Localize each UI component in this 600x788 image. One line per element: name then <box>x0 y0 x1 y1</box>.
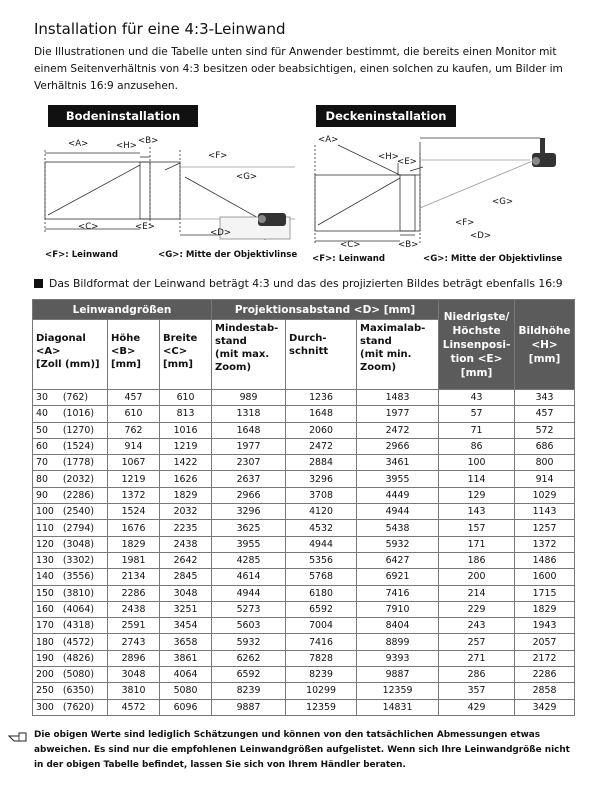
header-average: Durch- schnitt <box>286 320 357 390</box>
table-cell: 4944 <box>357 504 439 520</box>
table-cell: 3048 <box>160 585 212 601</box>
table-cell: 1236 <box>286 390 357 406</box>
table-row <box>33 504 575 520</box>
square-bullet-icon <box>34 279 43 288</box>
table-cell: 129 <box>439 487 515 503</box>
table-row <box>33 471 575 487</box>
table-cell: 6921 <box>357 569 439 585</box>
table-cell: 157 <box>439 520 515 536</box>
table-cell: 5932 <box>212 634 286 650</box>
table-cell: 1626 <box>160 471 212 487</box>
table-cell: 6180 <box>286 585 357 601</box>
table-cell: 1486 <box>515 552 575 568</box>
projection-distance-table <box>32 299 575 716</box>
table-cell: 7416 <box>357 585 439 601</box>
table-cell: 6592 <box>286 601 357 617</box>
table-row <box>33 552 575 568</box>
header-image-height: Bildhöhe <H> [mm] <box>515 300 575 390</box>
table-row <box>33 667 575 683</box>
table-row <box>33 601 575 617</box>
table-cell: 2307 <box>212 455 286 471</box>
table-cell: 2845 <box>160 569 212 585</box>
table-cell: 1829 <box>108 536 160 552</box>
table-cell: 2032 <box>160 504 212 520</box>
table-cell: 100 (2540) <box>33 504 108 520</box>
table-cell: 86 <box>439 438 515 454</box>
table-cell: 40 (1016) <box>33 406 108 422</box>
table-cell: 30 (762) <box>33 390 108 406</box>
table-cell: 90 (2286) <box>33 487 108 503</box>
table-row <box>33 536 575 552</box>
header-projection-distance: Projektionsabstand <D> [mm] <box>212 300 439 320</box>
table-row <box>33 390 575 406</box>
table-cell: 1943 <box>515 618 575 634</box>
table-cell: 12359 <box>286 699 357 715</box>
floor-caption-lens: <G>: Mitte der Objektivlinse <box>158 250 298 260</box>
table-cell: 257 <box>439 634 515 650</box>
table-cell: 150 (3810) <box>33 585 108 601</box>
table-cell: 143 <box>439 504 515 520</box>
table-cell: 813 <box>160 406 212 422</box>
table-cell: 180 (4572) <box>33 634 108 650</box>
table-cell: 14831 <box>357 699 439 715</box>
table-cell: 2172 <box>515 650 575 666</box>
table-cell: 200 <box>439 569 515 585</box>
table-body <box>33 390 575 716</box>
table-cell: 3708 <box>286 487 357 503</box>
table-cell: 9393 <box>357 650 439 666</box>
table-cell: 229 <box>439 601 515 617</box>
table-cell: 1715 <box>515 585 575 601</box>
table-cell: 7828 <box>286 650 357 666</box>
table-cell: 800 <box>515 455 575 471</box>
table-cell: 2966 <box>212 487 286 503</box>
table-row <box>33 634 575 650</box>
table-cell: 2057 <box>515 634 575 650</box>
ceiling-label-f: <F> <box>455 218 475 228</box>
table-cell: 4944 <box>286 536 357 552</box>
table-cell: 3296 <box>286 471 357 487</box>
table-cell: 2235 <box>160 520 212 536</box>
floor-label-f: <F> <box>208 151 228 161</box>
table-row <box>33 585 575 601</box>
ceiling-label-h: <H> <box>378 152 399 162</box>
table-cell: 3955 <box>357 471 439 487</box>
floor-label-b: <B> <box>138 136 159 146</box>
table-cell: 5932 <box>357 536 439 552</box>
page-title: Installation für eine 4:3-Leinwand <box>34 20 286 38</box>
table-cell: 9887 <box>357 667 439 683</box>
table-cell: 110 (2794) <box>33 520 108 536</box>
table-cell: 4572 <box>108 699 160 715</box>
table-cell: 343 <box>515 390 575 406</box>
floor-label-d: <D> <box>210 228 232 238</box>
header-diagonal: Diagonal <A> [Zoll (mm)] <box>33 320 108 390</box>
table-cell: 4120 <box>286 504 357 520</box>
table-cell: 170 (4318) <box>33 618 108 634</box>
table-cell: 1143 <box>515 504 575 520</box>
table-cell: 1318 <box>212 406 286 422</box>
table-cell: 6262 <box>212 650 286 666</box>
table-cell: 8404 <box>357 618 439 634</box>
table-cell: 2884 <box>286 455 357 471</box>
table-cell: 3658 <box>160 634 212 650</box>
header-lens-offset: Niedrigste/ Höchste Linsenposi- tion <E> [mm] <box>439 300 515 390</box>
table-cell: 8899 <box>357 634 439 650</box>
table-cell: 2286 <box>515 667 575 683</box>
table-cell: 914 <box>108 438 160 454</box>
table-cell: 1422 <box>160 455 212 471</box>
ceiling-label-a: <A> <box>318 135 339 145</box>
table-cell: 57 <box>439 406 515 422</box>
table-cell: 4064 <box>160 667 212 683</box>
table-cell: 1067 <box>108 455 160 471</box>
table-cell: 2743 <box>108 634 160 650</box>
table-cell: 1257 <box>515 520 575 536</box>
table-cell: 2286 <box>108 585 160 601</box>
table-cell: 1829 <box>160 487 212 503</box>
table-cell: 357 <box>439 683 515 699</box>
table-cell: 2896 <box>108 650 160 666</box>
table-cell: 186 <box>439 552 515 568</box>
table-cell: 5768 <box>286 569 357 585</box>
table-cell: 989 <box>212 390 286 406</box>
intro-text: Die Illustrationen und die Tabelle unten sind für Anwender bestimmt, die bereits einen Monitor mit einem Seitenverhältnis von 4:3 besitzen oder beabsichtigen, einen solchen zu kaufen, um Bilder im Verhältnis 16:9 anzusehen. <box>34 46 563 92</box>
table-cell: 130 (3302) <box>33 552 108 568</box>
table-cell: 1648 <box>212 422 286 438</box>
table-cell: 1524 <box>108 504 160 520</box>
table-row <box>33 487 575 503</box>
table-cell: 5603 <box>212 618 286 634</box>
table-cell: 5356 <box>286 552 357 568</box>
table-cell: 4285 <box>212 552 286 568</box>
table-cell: 1219 <box>160 438 212 454</box>
floor-label-a: <A> <box>68 139 89 149</box>
table-cell: 3296 <box>212 504 286 520</box>
table-cell: 71 <box>439 422 515 438</box>
table-cell: 43 <box>439 390 515 406</box>
table-cell: 190 (4826) <box>33 650 108 666</box>
ceiling-label-b: <B> <box>398 240 419 250</box>
table-cell: 572 <box>515 422 575 438</box>
table-cell: 4614 <box>212 569 286 585</box>
table-cell: 1977 <box>357 406 439 422</box>
ceiling-installation-heading: Deckeninstallation <box>316 105 456 127</box>
table-cell: 300 (7620) <box>33 699 108 715</box>
floor-installation-diagram <box>40 105 300 270</box>
table-cell: 12359 <box>357 683 439 699</box>
table-cell: 457 <box>515 406 575 422</box>
table-cell: 100 <box>439 455 515 471</box>
table-cell: 2591 <box>108 618 160 634</box>
table-cell: 1977 <box>212 438 286 454</box>
table-cell: 3429 <box>515 699 575 715</box>
table-row <box>33 520 575 536</box>
table-cell: 2134 <box>108 569 160 585</box>
table-cell: 5273 <box>212 601 286 617</box>
table-cell: 762 <box>108 422 160 438</box>
table-row <box>33 438 575 454</box>
footnote-text: Die obigen Werte sind lediglich Schätzungen und können von den tatsächlichen Abmessungen etwas abweichen. Es sind nur die empfohlenen Leinwandgrößen aufgelistet. Wenn sich Ihre Leinwandgröße nicht in der obigen Tabelle befindet, lassen Sie sich von Ihrem Händler beraten. <box>34 730 570 770</box>
table-row <box>33 422 575 438</box>
table-cell: 80 (2032) <box>33 471 108 487</box>
table-row <box>33 406 575 422</box>
table-cell: 1981 <box>108 552 160 568</box>
aspect-ratio-text: Das Bildformat der Leinwand beträgt 4:3 und das des projizierten Bildes beträgt ebenfalls 16:9 <box>49 277 563 290</box>
table-cell: 2637 <box>212 471 286 487</box>
table-cell: 3861 <box>160 650 212 666</box>
table-cell: 2060 <box>286 422 357 438</box>
table-cell: 7416 <box>286 634 357 650</box>
table-cell: 2472 <box>286 438 357 454</box>
header-height: Höhe <B> [mm] <box>108 320 160 390</box>
table-cell: 2858 <box>515 683 575 699</box>
table-cell: 5080 <box>160 683 212 699</box>
ceiling-label-c: <C> <box>340 240 361 250</box>
table-cell: 1029 <box>515 487 575 503</box>
table-cell: 60 (1524) <box>33 438 108 454</box>
table-cell: 7910 <box>357 601 439 617</box>
table-cell: 2438 <box>160 536 212 552</box>
table-cell: 1648 <box>286 406 357 422</box>
table-cell: 429 <box>439 699 515 715</box>
pointing-hand-icon <box>8 729 28 743</box>
table-cell: 610 <box>160 390 212 406</box>
table-cell: 243 <box>439 618 515 634</box>
header-max-distance: Maximalab- stand (mit min. Zoom) <box>357 320 439 390</box>
table-cell: 4532 <box>286 520 357 536</box>
table-cell: 3461 <box>357 455 439 471</box>
table-cell: 4944 <box>212 585 286 601</box>
table-cell: 200 (5080) <box>33 667 108 683</box>
table-cell: 1676 <box>108 520 160 536</box>
table-cell: 120 (3048) <box>33 536 108 552</box>
table-cell: 3810 <box>108 683 160 699</box>
table-cell: 1372 <box>108 487 160 503</box>
table-cell: 50 (1270) <box>33 422 108 438</box>
table-cell: 8239 <box>286 667 357 683</box>
header-screen-sizes: Leinwandgrößen <box>33 300 212 320</box>
header-width: Breite <C> [mm] <box>160 320 212 390</box>
table-cell: 8239 <box>212 683 286 699</box>
floor-label-g: <G> <box>236 172 258 182</box>
table-cell: 4449 <box>357 487 439 503</box>
table-cell: 2438 <box>108 601 160 617</box>
table-cell: 10299 <box>286 683 357 699</box>
aspect-ratio-note <box>34 277 563 290</box>
table-cell: 3454 <box>160 618 212 634</box>
ceiling-caption-lens: <G>: Mitte der Objektivlinse <box>423 254 563 264</box>
ceiling-installation-diagram <box>310 105 570 270</box>
table-cell: 1016 <box>160 422 212 438</box>
floor-installation-drawing <box>40 105 300 270</box>
ceiling-label-g: <G> <box>492 197 514 207</box>
floor-label-h: <H> <box>116 141 137 151</box>
ceiling-label-d: <D> <box>470 231 492 241</box>
table-cell: 2642 <box>160 552 212 568</box>
floor-label-e: <E> <box>135 222 155 232</box>
table-cell: 1600 <box>515 569 575 585</box>
table-cell: 3625 <box>212 520 286 536</box>
table-cell: 250 (6350) <box>33 683 108 699</box>
table-row <box>33 455 575 471</box>
table-cell: 271 <box>439 650 515 666</box>
table-cell: 914 <box>515 471 575 487</box>
floor-installation-heading: Bodeninstallation <box>48 105 198 127</box>
table-row <box>33 699 575 715</box>
ceiling-caption-screen: <F>: Leinwand <box>312 254 386 264</box>
table-cell: 2472 <box>357 422 439 438</box>
header-min-distance: Mindestab- stand (mit max. Zoom) <box>212 320 286 390</box>
table-cell: 171 <box>439 536 515 552</box>
floor-caption-screen: <F>: Leinwand <box>45 250 119 260</box>
table-cell: 7004 <box>286 618 357 634</box>
table-cell: 3251 <box>160 601 212 617</box>
table-cell: 6096 <box>160 699 212 715</box>
floor-label-c: <C> <box>78 222 99 232</box>
table-cell: 2966 <box>357 438 439 454</box>
table-cell: 1219 <box>108 471 160 487</box>
table-cell: 686 <box>515 438 575 454</box>
table-cell: 6592 <box>212 667 286 683</box>
table-cell: 160 (4064) <box>33 601 108 617</box>
table-cell: 5438 <box>357 520 439 536</box>
table-cell: 3955 <box>212 536 286 552</box>
table-row <box>33 618 575 634</box>
table-cell: 140 (3556) <box>33 569 108 585</box>
table-cell: 9887 <box>212 699 286 715</box>
table-cell: 1372 <box>515 536 575 552</box>
ceiling-label-e: <E> <box>397 157 417 167</box>
table-cell: 457 <box>108 390 160 406</box>
table-row <box>33 650 575 666</box>
table-cell: 1829 <box>515 601 575 617</box>
table-cell: 70 (1778) <box>33 455 108 471</box>
table-cell: 214 <box>439 585 515 601</box>
table-cell: 3048 <box>108 667 160 683</box>
table-cell: 1483 <box>357 390 439 406</box>
table-cell: 286 <box>439 667 515 683</box>
table-row <box>33 569 575 585</box>
table-cell: 6427 <box>357 552 439 568</box>
table-row <box>33 683 575 699</box>
table-cell: 114 <box>439 471 515 487</box>
table-cell: 610 <box>108 406 160 422</box>
